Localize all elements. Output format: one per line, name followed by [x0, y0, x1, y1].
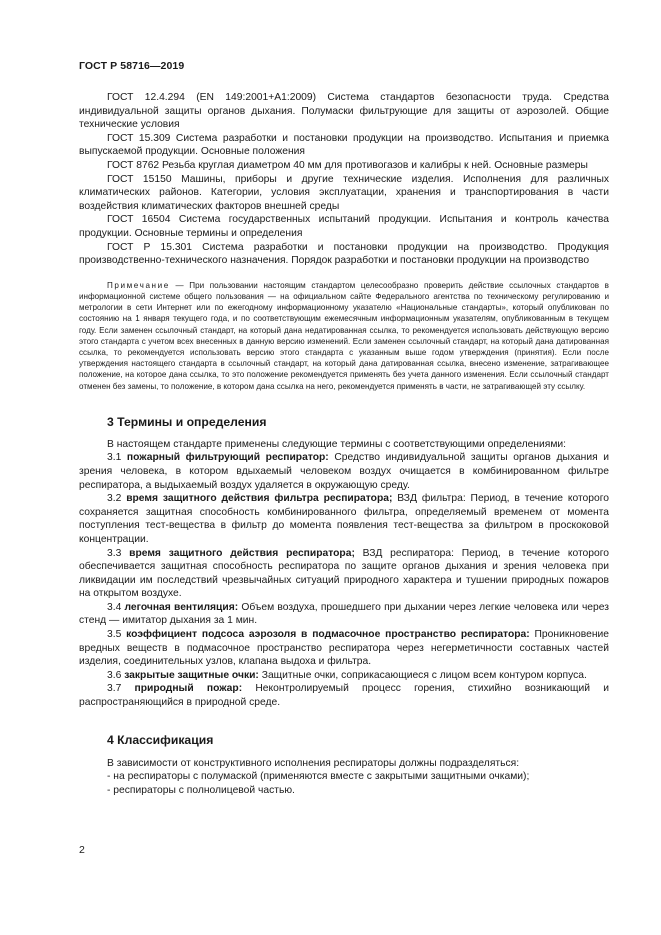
reference-item: ГОСТ 16504 Система государственных испытаний продукции. Испытания и контроль качества продукции. Основные термины и определения [79, 214, 609, 239]
reference-item: ГОСТ 15150 Машины, приборы и другие технические изделия. Исполнения для различных климатических районов. Категории, условия эксплуатации, хранения и транспортирования в части воздействия климатических факторов внешней среды [79, 173, 609, 212]
list-item: - на респираторы с полумаской (применяются вместе с закрытыми защитными очками); [107, 771, 530, 783]
note-label: Примечание [107, 280, 170, 290]
term-name: легочная вентиляция: [124, 601, 239, 613]
term-definition [79, 628, 609, 669]
term-name: время защитного действия фильтра респиратора; [126, 493, 393, 505]
term-text: Объем воздуха, прошедшего при дыхании через легкие человека или через стенд — имитатор дыхания за 1 мин. [79, 601, 609, 627]
section-4-heading: 4 Классификация [107, 732, 214, 747]
section-3-intro: В настоящем стандарте применены следующие термины с соответствующими определениями: [107, 438, 567, 450]
note-text: — При пользовании настоящим стандартом целесообразно проверить действие ссылочных стандартов в информационной системе общего пользования — на официальном сайте Федерального агентства по техническому регулированию и метрологии в сети Интернет или по ежегодному информационному указателю «Национальные стандарты», который опубликован по состоянию на 1 января текущего года, и по соответствующим ежемесячным информационным указателям, опубликованным в текущем году. Если заменен ссылочный стандарт, на который дана недатированная ссылка, то рекомендуется использовать действующую версию этого стандарта с учетом всех внесенных в данную версию изменений. Если заменен ссылочный стандарт, на который дана датированная ссылка, то рекомендуется использовать версию этого стандарта с указанным выше годом утверждения (принятия). Если после утверждения настоящего стандарта в ссылочный стандарт, на который дана датированная ссылка, внесено изменение, затрагивающее положение, на которое дана ссылка, то это положение рекомендуется применять без учета данного изменения. Если ссылочный стандарт отменен без замены, то положение, в котором дана ссылка на него, рекомендуется применять в части, не затрагивающей эту ссылку. [79, 280, 609, 391]
section-4-intro: В зависимости от конструктивного исполнения респираторы должны подразделяться: [107, 757, 520, 769]
reference-item: ГОСТ 8762 Резьба круглая диаметром 40 мм для противогазов и калибры к ней. Основные размеры [107, 159, 588, 171]
term-name: коэффициент подсоса аэрозоля в подмасочное пространство респиратора: [126, 629, 530, 641]
term-name: время защитного действия респиратора; [129, 547, 355, 559]
term-text: Средство индивидуальной защиты органов дыхания и зрения человека, в котором вдыхаемый человеком воздух очищается в комбинированном фильтре респиратора, а выдыхаемый воздух удаляется в окружающую среду. [79, 452, 609, 491]
reference-item: ГОСТ 12.4.294 (EN 149:2001+A1:2009) Система стандартов безопасности труда. Средства индивидуальной защиты органов дыхания. Полумаски фильтрующие для защиты от аэрозолей. Общие технические условия [79, 92, 609, 131]
term-number: 3.1 [107, 452, 127, 464]
term-name: пожарный фильтрующий респиратор: [126, 452, 329, 464]
page-content [79, 91, 609, 797]
term-definition [79, 547, 609, 601]
term-name: природный пожар: [134, 683, 243, 695]
term-number: 3.4 [107, 601, 125, 613]
term-number: 3.6 [107, 669, 125, 681]
reference-item: ГОСТ 15.309 Система разработки и постановки продукции на производство. Испытания и приемка выпускаемой продукции. Основные положения [79, 132, 609, 158]
term-definition [79, 451, 609, 492]
term-text: Защитные очки, соприкасающиеся с лицом всем контуром корпуса. [258, 669, 587, 681]
term-number: 3.3 [107, 547, 130, 559]
term-definition [79, 682, 609, 709]
section-3-heading: 3 Термины и определения [107, 414, 267, 429]
page-number: 2 [79, 844, 85, 856]
term-number: 3.5 [107, 629, 127, 641]
term-definition [79, 601, 609, 628]
term-name: закрытые защитные очки: [124, 669, 259, 681]
term-text: Неконтролируемый процесс горения, стихийно возникающий и распространяющийся в природной среде. [79, 683, 609, 709]
list-item: - респираторы с полнолицевой частью. [107, 784, 295, 796]
note-paragraph [79, 280, 609, 392]
term-number: 3.7 [107, 683, 135, 695]
term-definition [79, 669, 609, 683]
term-text: Проникновение вредных веществ в подмасочное пространство респиратора через негерметичности составных частей изделия, соединительных узлов, клапана выдоха и фильтра. [79, 629, 609, 668]
term-definition [79, 492, 609, 546]
term-text: ВЗД респиратора: Период, в течение которого обеспечивается защитная способность респиратора по защите органов дыхания и зрения человека при ликвидации им последствий чрезвычайных ситуаций природного характера и тушении природных пожаров на открытом воздухе. [79, 547, 609, 600]
document-header: ГОСТ Р 58716—2019 [79, 60, 185, 72]
term-number: 3.2 [107, 493, 127, 505]
term-text: ВЗД фильтра: Период, в течение которого сохраняется защитная способность комбинированного фильтра, определяемый временем от момента поступления тест-вещества в фильтр до момента появления тест-вещества за фильтром в проскоковой концентрации. [79, 493, 609, 545]
reference-item: ГОСТ Р 15.301 Система разработки и постановки продукции на производство. Продукция производственно-технического назначения. Порядок разработки и постановки продукции на производство [79, 241, 609, 267]
